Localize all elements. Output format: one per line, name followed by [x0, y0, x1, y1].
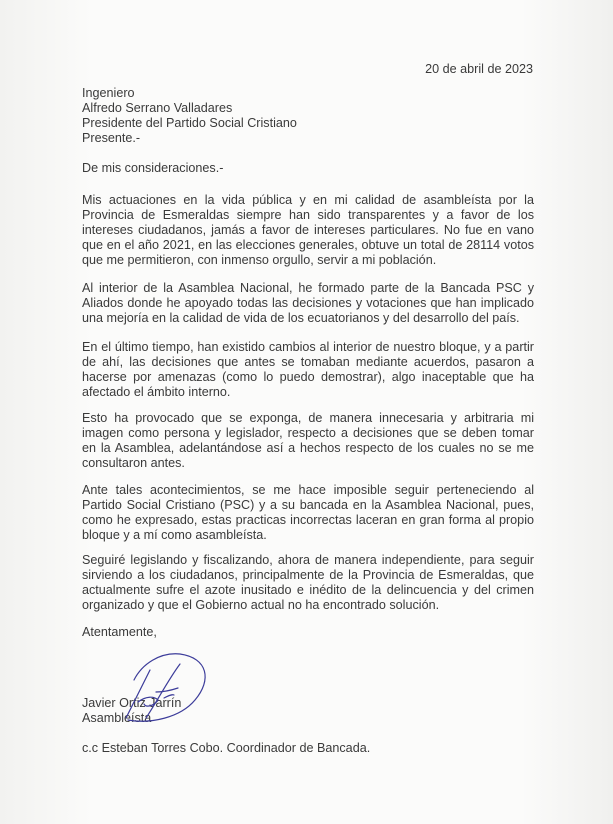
letter-date: 20 de abril de 2023 [425, 62, 533, 76]
signer-role: Asambleísta [82, 711, 152, 725]
signer-name: Javier Ortiz Jarrín [82, 696, 182, 710]
recipient-block [82, 86, 534, 146]
paragraph-6: Seguiré legislando y fiscalizando, ahora de manera independiente, para seguir sirviendo a los ciudadanos, principalmente de la Provincia de Esmeraldas, que actualmente sufre el azote inusitado e inédito de la delincuencia y del crimen organizado y que el Gobierno actual no ha encontrado solución. [82, 553, 534, 612]
recipient-presente: Presente.- [82, 131, 141, 145]
paragraph-4: Esto ha provocado que se exponga, de manera innecesaria y arbitraria mi imagen como persona y legislador, respecto a decisiones que se deben tomar en la Asamblea, adelantándose así a hechos respecto de los cuales no se me consultaron antes. [82, 411, 534, 470]
paragraph-2: Al interior de la Asamblea Nacional, he formado parte de la Bancada PSC y Aliados donde he apoyado todas las decisiones y votaciones que han implicado una mejoría en la calidad de vida de los ecuatorianos y del desarrollo del país. [82, 281, 534, 325]
paragraph-1: Mis actuaciones en la vida pública y en mi calidad de asambleísta por la Provincia de Esmeraldas siempre han sido transparentes y a favor de los intereses ciudadanos, jamás a favor de intereses particulares. No fue en vano que en el año 2021, en las elecciones generales, obtuve un total de 28114 votos que me permitieron, con inmenso orgullo, servir a mi población. [82, 193, 534, 267]
signature-image [120, 640, 240, 730]
paragraph-5: Ante tales acontecimientos, se me hace imposible seguir perteneciendo al Partido Social Cristiano (PSC) y a su bancada en la Asamblea Nacional, pues, como he expresado, estas practicas incorrectas laceran en gran forma al propio bloque y a mí como asambleísta. [82, 483, 534, 542]
cc-line: c.c Esteban Torres Cobo. Coordinador de Bancada. [82, 741, 371, 755]
paragraph-3: En el último tiempo, han existido cambios al interior de nuestro bloque, y a partir de ahí, las decisiones que antes se tomaban mediante acuerdos, pasaron a hacerse por amenazas (como lo puedo demostrar), algo inaceptable que ha afectado el ámbito interno. [82, 340, 534, 399]
greeting: De mis consideraciones.- [82, 161, 224, 175]
recipient-position: Presidente del Partido Social Cristiano [82, 116, 297, 130]
recipient-name: Alfredo Serrano Valladares [82, 101, 233, 115]
closing: Atentamente, [82, 625, 157, 639]
recipient-title: Ingeniero [82, 86, 135, 100]
